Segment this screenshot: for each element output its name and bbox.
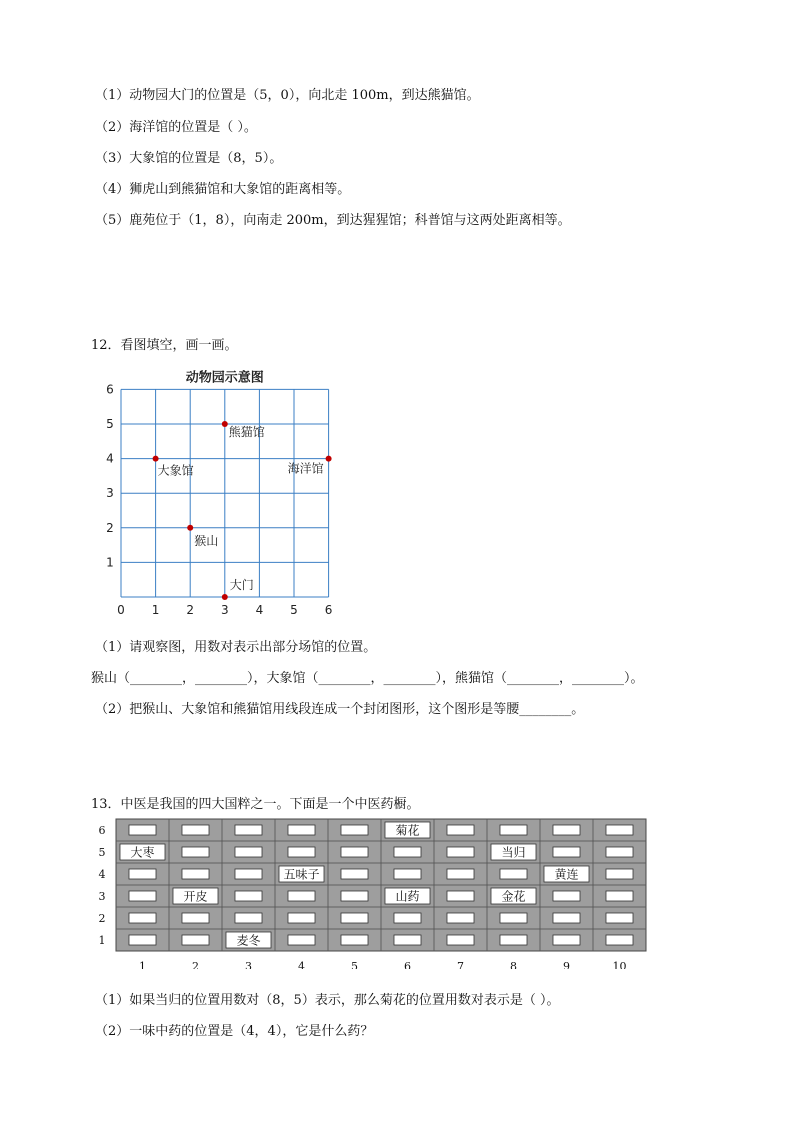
drawer-handle — [553, 913, 580, 923]
column-number: 5 — [351, 960, 358, 969]
y-tick-label: 5 — [106, 417, 114, 431]
drawer-handle — [341, 869, 368, 879]
location-point — [222, 594, 228, 600]
column-number: 9 — [563, 960, 570, 969]
herb-name: 麦冬 — [236, 933, 261, 948]
drawer-handle — [447, 935, 474, 945]
location-label: 熊猫馆 — [228, 425, 265, 439]
y-tick-label: 3 — [106, 486, 114, 501]
x-tick-label: 5 — [290, 603, 298, 617]
location-point — [222, 421, 228, 427]
column-number: 2 — [192, 960, 199, 969]
row-number: 3 — [98, 890, 106, 903]
column-number: 10 — [612, 960, 627, 969]
drawer-handle — [341, 847, 368, 857]
drawer-handle — [235, 847, 262, 857]
drawer-handle — [500, 913, 527, 923]
drawer-handle — [606, 935, 633, 945]
column-number: 7 — [457, 960, 464, 969]
y-tick-label: 6 — [106, 382, 114, 397]
drawer-handle — [288, 913, 315, 923]
q13-sub1: （1）如果当归的位置用数对（8，5）表示，那么菊花的位置用数对表示是（ ）。 — [95, 993, 560, 1008]
drawer-handle — [182, 935, 209, 945]
location-label: 大门 — [229, 578, 254, 592]
location-label: 大象馆 — [157, 463, 194, 478]
drawer-handle — [394, 913, 421, 923]
herb-name: 菊花 — [395, 823, 420, 838]
drawer-handle — [606, 847, 633, 857]
question-12-title: 12．看图填空，画一画。 — [91, 338, 238, 353]
herb-name: 当归 — [501, 845, 526, 860]
drawer-handle — [447, 847, 474, 857]
clue-4: （4）狮虎山到熊猫馆和大象馆的距离相等。 — [95, 182, 351, 197]
drawer-handle — [235, 869, 262, 879]
x-tick-label: 2 — [186, 603, 195, 617]
x-tick-label: 4 — [255, 603, 264, 617]
row-number: 4 — [98, 868, 106, 881]
column-number: 4 — [298, 960, 305, 969]
herb-name: 金花 — [501, 889, 526, 904]
drawer-handle — [129, 913, 156, 923]
row-number: 1 — [98, 934, 106, 947]
drawer-handle — [182, 847, 209, 857]
x-tick-label: 0 — [117, 603, 125, 617]
drawer-handle — [182, 913, 209, 923]
column-number: 6 — [404, 960, 411, 969]
herb-name: 黄连 — [554, 867, 579, 882]
drawer-handle — [394, 847, 421, 857]
drawer-handle — [553, 935, 580, 945]
q12-sub1-label: （1）请观察图，用数对表示出部分场馆的位置。 — [95, 640, 377, 655]
x-tick-label: 3 — [220, 603, 229, 617]
drawer-handle — [129, 825, 156, 835]
x-tick-label: 6 — [324, 603, 333, 617]
drawer-handle — [606, 869, 633, 879]
drawer-handle — [447, 913, 474, 923]
clue-2: （2）海洋馆的位置是（ ）。 — [95, 120, 257, 135]
location-point — [326, 456, 332, 462]
drawer-handle — [553, 825, 580, 835]
herb-name: 山药 — [395, 889, 420, 904]
drawer-handle — [394, 935, 421, 945]
drawer-handle — [394, 869, 421, 879]
y-tick-label: 1 — [106, 555, 114, 570]
drawer-handle — [288, 935, 315, 945]
herb-name: 五味子 — [283, 867, 320, 882]
column-number: 8 — [510, 960, 517, 969]
herb-name: 开皮 — [183, 889, 208, 904]
clue-3: （3）大象馆的位置是（8，5）。 — [95, 151, 283, 166]
drawer-handle — [447, 869, 474, 879]
herb-name: 大枣 — [130, 845, 155, 860]
location-label: 猴山 — [194, 533, 219, 548]
drawer-handle — [341, 891, 368, 901]
drawer-handle — [447, 891, 474, 901]
drawer-handle — [182, 825, 209, 835]
question-13-title: 13．中医是我国的四大国粹之一。下面是一个中医药橱。 — [91, 797, 420, 812]
drawer-handle — [288, 847, 315, 857]
drawer-handle — [235, 913, 262, 923]
drawer-handle — [129, 869, 156, 879]
row-number: 6 — [98, 824, 106, 837]
drawer-handle — [129, 935, 156, 945]
q13-sub2: （2）一味中药的位置是（4，4），它是什么药？ — [95, 1024, 374, 1039]
drawer-handle — [500, 869, 527, 879]
drawer-handle — [235, 891, 262, 901]
drawer-handle — [606, 825, 633, 835]
q12-sub1-answer: 猴山（________，________），大象馆（________，________），熊猫馆（________，________）。 — [91, 671, 644, 686]
drawer-handle — [500, 935, 527, 945]
row-number: 5 — [98, 846, 106, 859]
clue-5: （5）鹿苑位于（1，8），向南走 200m，到达猩猩馆；科普馆与这两处距离相等。 — [95, 213, 571, 228]
drawer-handle — [288, 891, 315, 901]
drawer-handle — [606, 913, 633, 923]
x-tick-label: 1 — [151, 603, 160, 617]
zoo-map — [100, 360, 350, 622]
drawer-handle — [341, 825, 368, 835]
drawer-handle — [606, 891, 633, 901]
drawer-handle — [553, 847, 580, 857]
drawer-handle — [447, 825, 474, 835]
row-number: 2 — [98, 912, 106, 925]
q12-sub2: （2）把猴山、大象馆和熊猫馆用线段连成一个封闭图形，这个图形是等腰________。 — [95, 702, 585, 717]
drawer-handle — [341, 935, 368, 945]
y-tick-label: 2 — [106, 520, 114, 535]
drawer-handle — [288, 825, 315, 835]
drawer-handle — [182, 869, 209, 879]
medicine-cabinet — [94, 817, 650, 969]
column-number: 3 — [245, 960, 252, 969]
location-point — [187, 525, 193, 531]
drawer-handle — [500, 825, 527, 835]
drawer-handle — [129, 891, 156, 901]
y-tick-label: 4 — [106, 451, 114, 466]
column-number: 1 — [139, 960, 146, 969]
drawer-handle — [341, 913, 368, 923]
clue-1: （1）动物园大门的位置是（5，0），向北走 100m，到达熊猫馆。 — [95, 88, 480, 103]
map-title: 动物园示意图 — [185, 370, 264, 386]
drawer-handle — [235, 825, 262, 835]
location-label: 海洋馆 — [287, 461, 324, 476]
location-point — [153, 456, 159, 462]
drawer-handle — [553, 891, 580, 901]
